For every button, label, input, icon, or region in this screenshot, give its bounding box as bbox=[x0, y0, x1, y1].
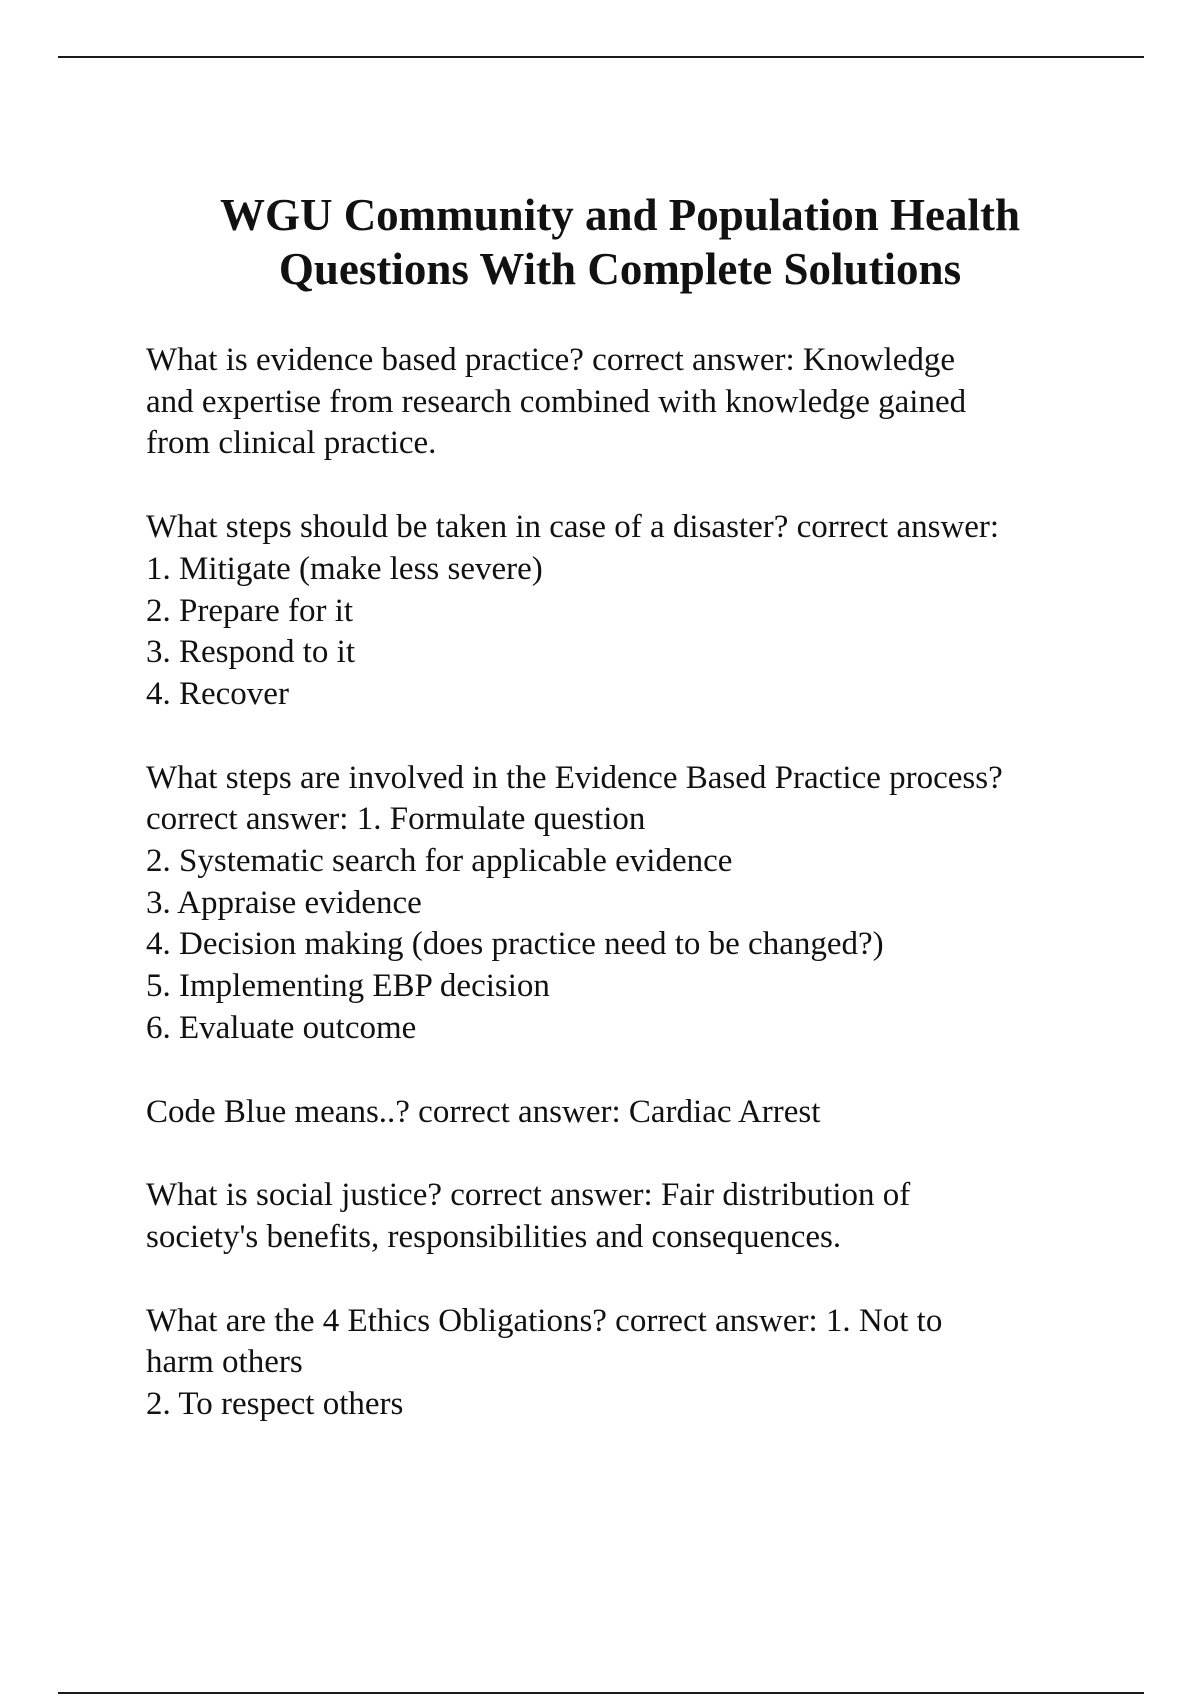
qa-line: What steps should be taken in case of a disaster? correct answer: bbox=[146, 509, 1000, 546]
qa-content bbox=[146, 340, 1146, 1468]
title-line-2: Questions With Complete Solutions bbox=[278, 244, 962, 294]
qa-line: 2. Prepare for it bbox=[146, 592, 354, 629]
qa-line: from clinical practice. bbox=[146, 425, 437, 462]
qa-line: What is evidence based practice? correct answer: Knowledge bbox=[146, 342, 956, 378]
qa-line: society's benefits, responsibilities and consequences. bbox=[146, 1218, 842, 1255]
qa-line: 4. Decision making (does practice need to be changed?) bbox=[146, 926, 884, 963]
top-rule bbox=[58, 56, 1144, 58]
qa-item-evidence-based-practice bbox=[146, 340, 1146, 465]
qa-item-disaster-steps bbox=[146, 507, 1146, 716]
qa-line: What is social justice? correct answer: Fair distribution of bbox=[146, 1177, 911, 1214]
qa-line: 4. Recover bbox=[146, 675, 289, 712]
qa-line: 3. Appraise evidence bbox=[146, 884, 422, 921]
qa-line: 5. Implementing EBP decision bbox=[146, 968, 550, 1005]
qa-line: What steps are involved in the Evidence Based Practice process? bbox=[146, 759, 1003, 796]
qa-line: 6. Evaluate outcome bbox=[146, 1009, 417, 1046]
qa-line: 2. Systematic search for applicable evidence bbox=[146, 843, 733, 880]
qa-item-ebp-process bbox=[146, 758, 1146, 1050]
qa-line: 2. To respect others bbox=[146, 1386, 404, 1423]
qa-item-ethics-obligations bbox=[146, 1301, 1146, 1426]
qa-line: 1. Mitigate (make less severe) bbox=[146, 550, 543, 587]
qa-line: Code Blue means..? correct answer: Cardiac Arrest bbox=[146, 1093, 821, 1130]
qa-item-social-justice bbox=[146, 1175, 1146, 1258]
qa-line: 3. Respond to it bbox=[146, 634, 356, 671]
qa-line: and expertise from research combined with knowledge gained bbox=[146, 383, 967, 420]
qa-line: What are the 4 Ethics Obligations? correct answer: 1. Not to bbox=[146, 1302, 943, 1339]
qa-line: harm others bbox=[146, 1344, 303, 1381]
qa-line: correct answer: 1. Formulate question bbox=[146, 801, 646, 838]
bottom-rule bbox=[58, 1692, 1144, 1694]
title-line-1: WGU Community and Population Health bbox=[219, 190, 1021, 240]
qa-item-code-blue bbox=[146, 1092, 1146, 1134]
document-title bbox=[80, 188, 1160, 296]
